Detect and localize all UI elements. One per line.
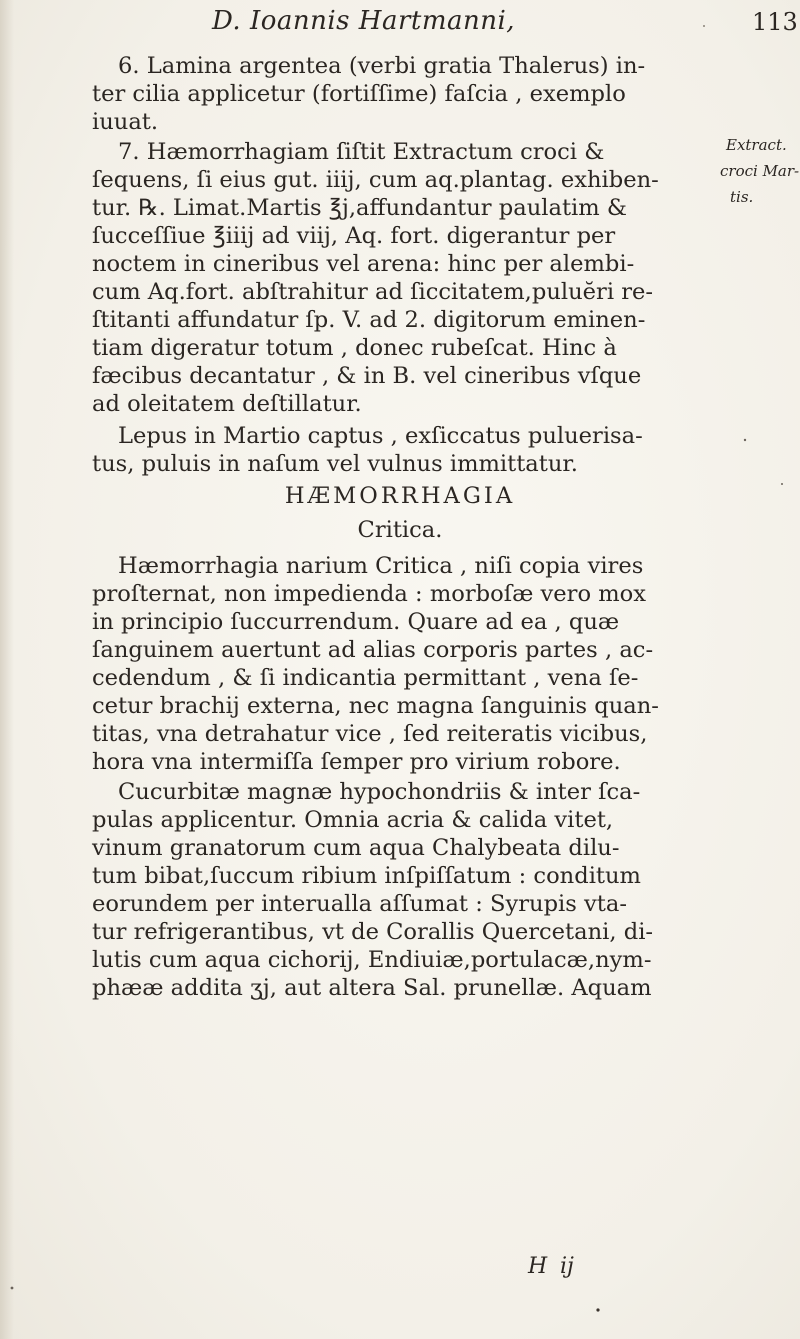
text-line: in principio ſuccurrendum. Quare ad ea , quæ xyxy=(92,609,620,635)
margin-note-line: tis. xyxy=(730,188,754,206)
text-line: ter cilia applicetur (fortiſſime) faſcia , exemplo xyxy=(92,81,626,107)
signature-mark: H xyxy=(528,1254,548,1279)
text-line: proſternat, non impedienda : morboſæ vero mox xyxy=(92,581,646,607)
text-line: fæcibus decantatur , & in B. vel cineribus vſque xyxy=(92,363,642,389)
text-line: tum bibat,ſuccum ribium inſpiſſatum : conditum xyxy=(92,863,641,889)
text-line: hora vna intermiſſa ſemper pro virium robore. xyxy=(92,749,621,775)
ink-speck xyxy=(703,25,705,27)
ink-speck xyxy=(744,439,746,441)
text-line: Cucurbitæ magnæ hypochondriis & inter ſca- xyxy=(118,779,641,805)
text-line: tus, puluis in naſum vel vulnus immittatur. xyxy=(92,451,578,477)
text-line: Hæmorrhagia narium Critica , niſi copia vires xyxy=(118,553,644,579)
text-line: Lepus in Martio captus , exſiccatus puluerisa- xyxy=(118,423,643,449)
signature-number: ij xyxy=(560,1254,574,1279)
text-line: phææ addita ʒj, aut altera Sal. prunellæ. Aquam xyxy=(92,975,652,1001)
text-line: noctem in cineribus vel arena: hinc per alembi- xyxy=(92,251,635,277)
running-title: D. Ioannis Hartmanni, xyxy=(212,6,516,36)
text-line: 7. Hæmorrhagiam ſiſtit Extractum croci & xyxy=(118,139,605,165)
text-line: cetur brachij externa, nec magna ſanguinis quan- xyxy=(92,693,659,719)
ink-speck xyxy=(596,1308,599,1311)
text-line: pulas applicentur. Omnia acria & calida vitet, xyxy=(92,807,614,833)
text-line: cum Aq.fort. abſtrahitur ad ſiccitatem,puluĕri re- xyxy=(92,279,654,305)
text-line: vinum granatorum cum aqua Chalybeata dilu- xyxy=(92,835,620,861)
text-line: titas, vna detrahatur vice , ſed reiteratis vicibus, xyxy=(92,721,648,747)
text-line: eorundem per interualla aſſumat : Syrupis vta- xyxy=(92,891,627,917)
text-line: ad oleitatem deſtillatur. xyxy=(92,391,362,417)
text-line: ſanguinem auertunt ad alias corporis partes , ac- xyxy=(92,637,654,663)
text-line: lutis cum aqua cichorij, Endiuiæ,portulacæ,nym- xyxy=(92,947,652,973)
ink-speck xyxy=(11,1287,14,1290)
margin-note-line: croci Mar- xyxy=(720,162,800,180)
text-line: ſucceſſiue ℥iiij ad viij, Aq. fort. digerantur per xyxy=(92,223,616,249)
section-subheading: Critica. xyxy=(357,517,443,543)
section-heading: HÆMORRHAGIA xyxy=(284,483,516,509)
text-line: iuuat. xyxy=(92,109,159,135)
text-line: tur refrigerantibus, vt de Corallis Quercetani, di- xyxy=(92,919,654,945)
text-line: ſequens, ſi eius gut. iiij, cum aq.plantag. exhiben- xyxy=(92,167,659,193)
text-line: tiam digeratur totum , donec rubeſcat. Hinc à xyxy=(92,335,617,361)
ink-speck xyxy=(781,483,783,485)
margin-note-line: Extract. xyxy=(726,136,787,154)
text-line: tur. ℞. Limat.Martis ℥j,affundantur paulatim & xyxy=(92,195,627,221)
page-number: 113 xyxy=(752,8,798,36)
text-line: 6. Lamina argentea (verbi gratia Thalerus) in- xyxy=(118,53,646,79)
text-line: ſtitanti affundatur ſp. V. ad 2. digitorum eminen- xyxy=(92,307,646,333)
text-line: cedendum , & ſi indicantia permittant , vena ſe- xyxy=(92,665,639,691)
